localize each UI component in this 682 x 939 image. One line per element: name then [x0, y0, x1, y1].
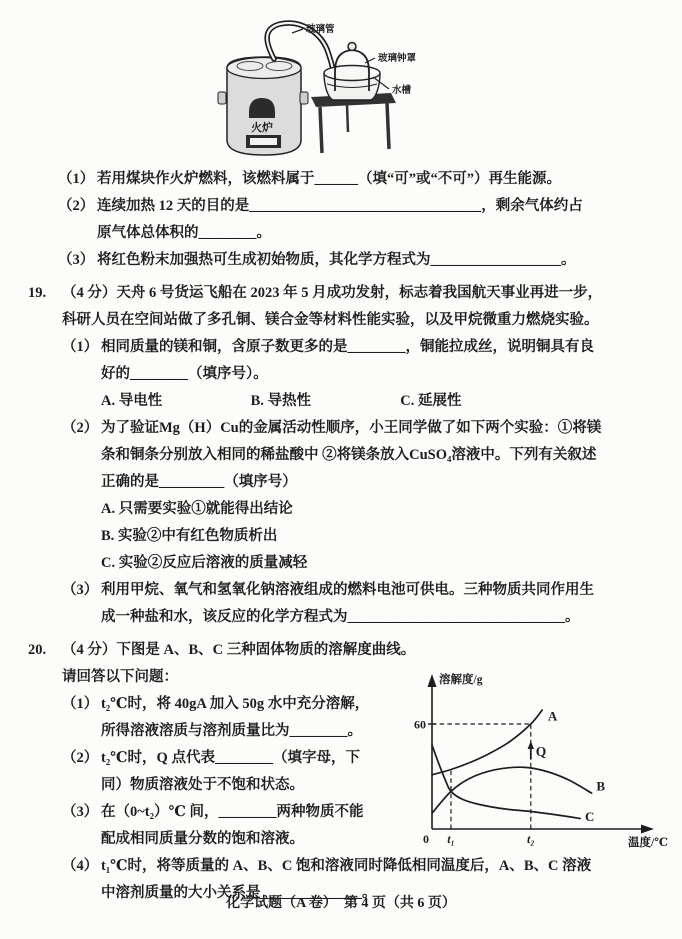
q19-item-1 [62, 334, 658, 415]
q-point-label: Q [535, 744, 547, 759]
q-arrow-head [528, 741, 534, 749]
q20-header [28, 637, 658, 664]
furnace-handle-left [218, 92, 226, 104]
stand-leg-front-left [320, 107, 322, 153]
question-line: 正确的是_________（填序号） [101, 474, 297, 490]
item-number: （2） [62, 750, 99, 766]
bell-jar-label: 玻璃钟罩 [378, 54, 417, 64]
page-footer: 化学试题（A 卷） 第 4 页（共 6 页） [226, 896, 456, 911]
x-axis-arrow [641, 825, 654, 834]
question-line: 原气体总体积的________。 [97, 225, 271, 241]
q20-chart-area [402, 664, 682, 851]
question-line: 配成相同质量分数的饱和溶液。 [101, 831, 304, 847]
item-number: （3） [58, 252, 95, 268]
bell-jar-knob [348, 43, 356, 51]
curve-label-C: C [584, 809, 595, 825]
x-tick-label-t₁: t₁ [447, 832, 455, 846]
item-number: （1） [62, 696, 99, 712]
q20-item-3 [62, 799, 402, 853]
option-a: A. 只需要实验①就能得出结论 [101, 501, 293, 517]
option-b: B. 实验②中有红色物质析出 [101, 528, 278, 544]
curve-label-A: A [547, 708, 558, 724]
apparatus-diagram-row [28, 6, 658, 158]
furnace-label: 火炉 [251, 122, 273, 134]
question-line: 将红色粉末加强热可生成初始物质，其化学方程式为__________________。 [97, 252, 576, 268]
question-line: 为了验证Mg（H）Cu的金属活动性顺序，小王同学做了如下两个实验：①将镁 [101, 420, 602, 436]
item-number: （1） [58, 171, 95, 187]
item-number: （4） [62, 858, 99, 874]
solubility-chart [402, 666, 682, 851]
q20-left-column [62, 664, 402, 853]
question-line: 好的________（填序号）。 [101, 366, 268, 382]
q18-item-3 [58, 247, 658, 274]
question-19 [28, 280, 658, 631]
q18-item-1 [58, 166, 658, 193]
question-line: （4 分）天舟 6 号货运飞船在 2023 年 5 月成功发射，标志着我国航天事业再进一步， [62, 285, 603, 301]
question-line: 在（0~t₂）℃ 间，________两种物质不能 [101, 804, 364, 820]
question-18-items [58, 166, 658, 274]
question-line: 所得溶液溶质与溶剂质量比为________。 [101, 723, 362, 739]
q19-item-3 [62, 577, 658, 631]
question-line: t₂℃时，将 40gA 加入 50g 水中充分溶解， [101, 696, 370, 712]
y-tick-label: 60 [414, 717, 426, 732]
y-axis-arrow [428, 674, 437, 687]
curve-A [432, 710, 542, 775]
q20-prompt: 请回答以下问题： [62, 669, 178, 685]
question-number: 20. [28, 642, 47, 658]
item-number: （3） [62, 582, 99, 598]
q19-item-2 [62, 415, 658, 577]
question-20 [28, 637, 668, 907]
q19-subitems [62, 334, 658, 631]
furnace-handle-right [300, 92, 308, 104]
q19-header [28, 280, 658, 334]
stand-leg-back [347, 105, 348, 132]
curve-label-B: B [596, 778, 606, 794]
question-line: 条和铜条分别放入相同的稀盐酸中 ②将镁条放入CuSO₄溶液中。下列有关叙述 [101, 447, 597, 463]
curve-C [432, 745, 580, 819]
curve-B [432, 767, 592, 813]
option-c: C. 延展性 [400, 393, 462, 409]
question-line: 同）物质溶液处于不饱和状态。 [101, 777, 304, 793]
question-line: 科研人员在空间站做了多孔铜、镁合金等材料性能实验，以及甲烷微重力燃烧实验。 [62, 312, 599, 328]
option-b: B. 导热性 [250, 393, 312, 409]
question-line: t₂℃时，Q 点代表________（填字母，下 [101, 750, 360, 766]
question-line: 相同质量的镁和铜，含原子数更多的是________，铜能拉成丝，说明铜具有良 [101, 339, 594, 355]
question-number: 19. [28, 285, 47, 301]
q19-item1-options [101, 388, 658, 415]
q18-item-2 [58, 193, 658, 247]
question-line: 利用甲烷、氧气和氢氧化钠溶液组成的燃料电池可供电。三种物质共同作用生 [101, 582, 594, 598]
item-number: （2） [62, 420, 99, 436]
item-number: （2） [58, 198, 95, 214]
question-line: t₁℃时，将等质量的 A、B、C 饱和溶液同时降低相同温度后，A、B、C 溶液 [101, 858, 592, 874]
tube-label: 玻璃管 [306, 25, 335, 35]
furnace-slot-inner [250, 138, 277, 145]
question-line: 成一种盐和水，该反应的化学方程式为______________________________。 [101, 609, 580, 625]
y-axis-title: 溶解度/g [439, 674, 483, 686]
q20-columns [28, 664, 668, 853]
question-line: 中溶剂质量的大小关系是______________。 [101, 885, 377, 901]
question-line: 连续加热 12 天的目的是________________________________，剩余气体约占 [97, 198, 583, 214]
x-tick-label-0: 0 [423, 832, 429, 846]
x-tick-label-t₂: t₂ [527, 832, 535, 846]
q20-item-2 [62, 745, 402, 799]
item-number: （1） [62, 339, 99, 355]
option-c: C. 实验②反应后溶液的质量减轻 [101, 555, 308, 571]
question-line: 若用煤块作火炉燃料，该燃料属于______（填“可”或“不可”）再生能源。 [97, 171, 561, 187]
question-line: （4 分）下图是 A、B、C 三种固体物质的溶解度曲线。 [62, 642, 416, 658]
option-a: A. 导电性 [101, 393, 163, 409]
trough-label: 水槽 [392, 86, 412, 96]
stand-leg-front-right [387, 103, 389, 149]
furnace-arch-opening [249, 98, 275, 118]
item-number: （3） [62, 804, 99, 820]
q20-item-1 [62, 691, 402, 745]
apparatus-diagram [194, 8, 486, 160]
tube-leader-line [292, 29, 303, 33]
x-axis-title: 温度/℃ [628, 837, 668, 849]
